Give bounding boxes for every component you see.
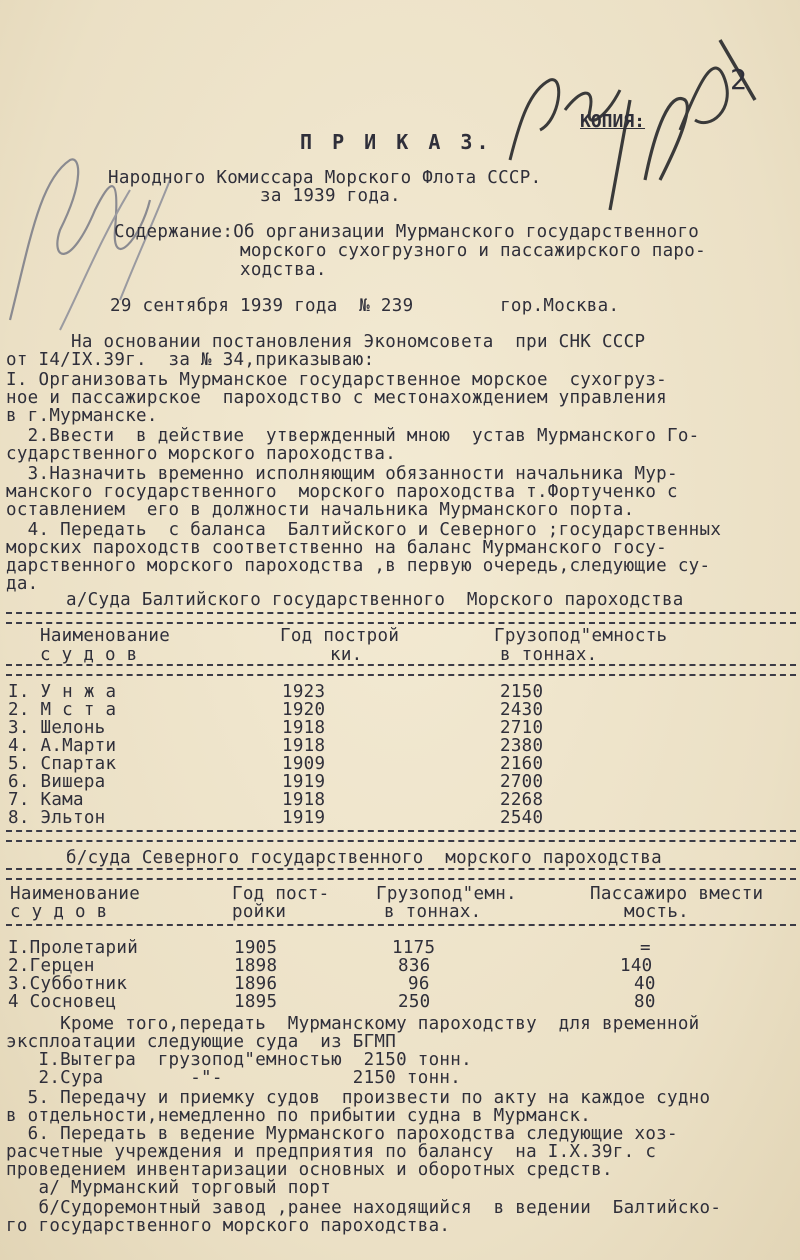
table-row-name: I.Пролетарий xyxy=(8,938,139,958)
table-rule xyxy=(6,664,796,676)
table-header-name: Наименование xyxy=(10,884,141,904)
table-row-name: I. У н ж а xyxy=(8,682,117,702)
table-row-capacity: 2540 xyxy=(500,808,544,828)
table-rule xyxy=(6,830,796,842)
body-line: сударственного морского пароходства. xyxy=(6,444,397,464)
date-line: 29 сентября 1939 года № 239 гор.Москва. xyxy=(110,296,620,316)
table-row-year: 1896 xyxy=(234,974,278,994)
table-header-year: ройки xyxy=(232,902,287,922)
body-line: 3.Назначить временно исполняющим обязанности начальника Мур- xyxy=(6,464,678,484)
table-header-passengers: Пассажиро вмести xyxy=(590,884,764,904)
body-line: ное и пассажирское пароходство с местонахождением управления xyxy=(6,388,667,408)
table-row-capacity: 96 xyxy=(408,974,430,994)
table-row-year: 1918 xyxy=(282,790,326,810)
table-row-capacity: 250 xyxy=(398,992,431,1012)
table-row-capacity: 836 xyxy=(398,956,431,976)
tail-line: I.Вытегра грузопод"емностью 2150 тонн. xyxy=(6,1050,472,1070)
table-row-capacity: 2700 xyxy=(500,772,544,792)
table-row-year: 1919 xyxy=(282,808,326,828)
content-line-3: ходства. xyxy=(240,260,327,280)
body-line: манского государственного морского пароходства т.Фортученко с xyxy=(6,482,678,502)
tail-line: расчетные учреждения и предприятия по балансу на I.X.39г. с xyxy=(6,1142,657,1162)
table-rule xyxy=(6,612,796,624)
table-header-year: ки. xyxy=(330,645,363,665)
table-row-year: 1918 xyxy=(282,718,326,738)
table-row-passengers: = xyxy=(640,938,651,958)
table-row-capacity: 2150 xyxy=(500,682,544,702)
content-line-1: Содержание:Об организации Мурманского государственного xyxy=(114,222,700,242)
table-header-capacity: в тоннах. xyxy=(500,645,598,665)
table-row-passengers: 40 xyxy=(634,974,656,994)
body-line: от I4/IX.39г. за № 34,приказываю: xyxy=(6,350,375,370)
table-row-name: 3. Шелонь xyxy=(8,718,106,738)
body-line: оставлением его в должности начальника Мурманского порта. xyxy=(6,500,635,520)
copy-label: КОПИЯ: xyxy=(580,111,646,132)
content-line-2: морского сухогрузного и пассажирского паро- xyxy=(240,241,706,261)
table-row-year: 1895 xyxy=(234,992,278,1012)
table-header-passengers: мость. xyxy=(624,902,690,922)
table-header-name: с у д о в xyxy=(40,645,138,665)
table-row-year: 1905 xyxy=(234,938,278,958)
table-row-capacity: 2380 xyxy=(500,736,544,756)
table-row-passengers: 140 xyxy=(620,956,653,976)
body-line: 4. Передать с баланса Балтийского и Северного ;государственных xyxy=(6,520,722,540)
table-row-name: 8. Эльтон xyxy=(8,808,106,828)
tail-line: а/ Мурманский торговый порт xyxy=(6,1178,332,1198)
body-line: да. xyxy=(6,574,39,594)
table-header-name: с у д о в xyxy=(10,902,108,922)
subtitle-line-1: Народного Комиссара Морского Флота СССР. xyxy=(108,168,542,188)
tail-line: в отдельности,немедленно по прибытии судна в Мурманск. xyxy=(6,1106,592,1126)
table-rule xyxy=(6,868,796,880)
table-row-name: 3.Субботник xyxy=(8,974,128,994)
table-row-capacity: 2268 xyxy=(500,790,544,810)
body-line: дарственного морского пароходства ,в первую очередь,следующие су- xyxy=(6,556,711,576)
table-rule xyxy=(6,924,796,926)
table-header-capacity: в тоннах. xyxy=(384,902,482,922)
body-line: морских пароходств соответственно на баланс Мурманского госу- xyxy=(6,538,667,558)
section-a-heading: а/Суда Балтийского государственного Морского пароходства xyxy=(66,590,684,610)
tail-line: б/Судоремонтный завод ,ранее находящийся в ведении Балтийско- xyxy=(6,1198,722,1218)
table-row-year: 1923 xyxy=(282,682,326,702)
table-row-name: 5. Спартак xyxy=(8,754,117,774)
table-row-name: 4. А.Марти xyxy=(8,736,117,756)
table-header-capacity: Грузопод"емн. xyxy=(376,884,517,904)
table-row-name: 6. Вишера xyxy=(8,772,106,792)
table-row-capacity: 2160 xyxy=(500,754,544,774)
table-row-name: 7. Кама xyxy=(8,790,84,810)
table-row-year: 1898 xyxy=(234,956,278,976)
tail-line: проведением инвентаризации основных и оборотных средств. xyxy=(6,1160,613,1180)
table-row-capacity: 1175 xyxy=(392,938,436,958)
table-row-year: 1909 xyxy=(282,754,326,774)
table-row-year: 1919 xyxy=(282,772,326,792)
table-row-name: 4 Сосновец xyxy=(8,992,117,1012)
tail-line: 5. Передачу и приемку судов произвести по акту на каждое судно xyxy=(6,1088,711,1108)
tail-line: 2.Сура -"- 2150 тонн. xyxy=(6,1068,462,1088)
table-row-year: 1920 xyxy=(282,700,326,720)
table-header-name: Наименование xyxy=(40,626,171,646)
tail-line: 6. Передать в ведение Мурманского пароходства следующие хоз- xyxy=(6,1124,678,1144)
table-header-year: Год построй xyxy=(280,626,400,646)
tail-line: го государственного морского пароходства. xyxy=(6,1216,451,1236)
table-row-name: 2. М с т а xyxy=(8,700,117,720)
table-row-passengers: 80 xyxy=(634,992,656,1012)
body-line: На основании постановления Экономсовета при СНК СССР xyxy=(6,332,646,352)
table-header-year: Год пост- xyxy=(232,884,330,904)
table-row-capacity: 2430 xyxy=(500,700,544,720)
table-row-name: 2.Герцен xyxy=(8,956,95,976)
margin-note: 2 xyxy=(730,63,748,96)
table-row-year: 1918 xyxy=(282,736,326,756)
body-line: I. Организовать Мурманское государственное морское сухогруз- xyxy=(6,370,667,390)
order-title: П Р И К А З. xyxy=(300,130,493,154)
body-line: в г.Мурманске. xyxy=(6,406,158,426)
tail-line: Кроме того,передать Мурманскому пароходству для временной xyxy=(6,1014,700,1034)
table-row-capacity: 2710 xyxy=(500,718,544,738)
section-b-heading: б/суда Северного государственного морского пароходства xyxy=(66,848,662,868)
tail-line: эксплоатации следующие суда из БГМП xyxy=(6,1032,397,1052)
table-header-capacity: Грузопод"емность xyxy=(494,626,668,646)
body-line: 2.Ввести в действие утвержденный мною устав Мурманского Го- xyxy=(6,426,700,446)
subtitle-line-2: за 1939 года. xyxy=(260,186,401,206)
